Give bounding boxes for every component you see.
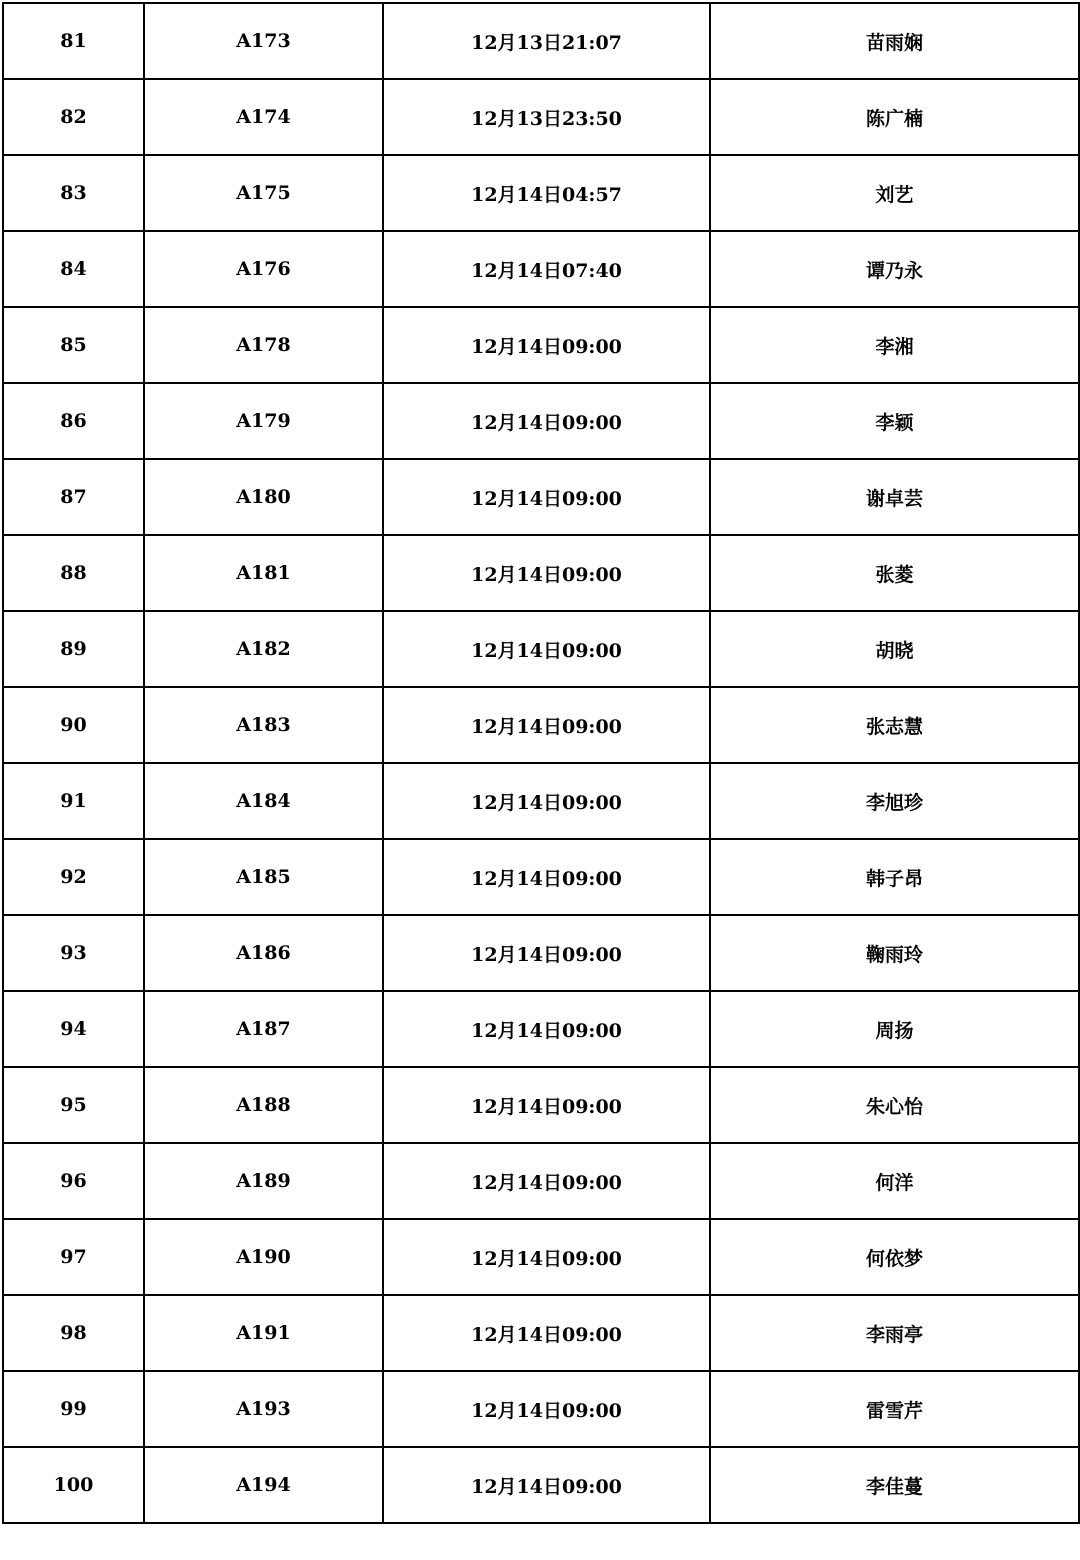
cell-time: 12月14日09:00 bbox=[383, 915, 710, 991]
cell-code: A182 bbox=[144, 611, 383, 687]
cell-number: 93 bbox=[3, 915, 144, 991]
cell-number: 81 bbox=[3, 3, 144, 79]
cell-code: A193 bbox=[144, 1371, 383, 1447]
cell-name: 李湘 bbox=[710, 307, 1079, 383]
cell-name: 雷雪芹 bbox=[710, 1371, 1079, 1447]
cell-code: A173 bbox=[144, 3, 383, 79]
cell-name: 李旭珍 bbox=[710, 763, 1079, 839]
cell-code: A180 bbox=[144, 459, 383, 535]
table-row bbox=[3, 991, 1079, 1067]
cell-number: 98 bbox=[3, 1295, 144, 1371]
table-row bbox=[3, 611, 1079, 687]
cell-time: 12月13日23:50 bbox=[383, 79, 710, 155]
cell-name: 李雨亭 bbox=[710, 1295, 1079, 1371]
cell-time: 12月14日09:00 bbox=[383, 991, 710, 1067]
table-row bbox=[3, 459, 1079, 535]
cell-code: A178 bbox=[144, 307, 383, 383]
cell-name: 谭乃永 bbox=[710, 231, 1079, 307]
cell-code: A187 bbox=[144, 991, 383, 1067]
cell-name: 张志慧 bbox=[710, 687, 1079, 763]
table-row bbox=[3, 1295, 1079, 1371]
cell-time: 12月14日09:00 bbox=[383, 383, 710, 459]
cell-code: A188 bbox=[144, 1067, 383, 1143]
table-row bbox=[3, 155, 1079, 231]
cell-time: 12月14日09:00 bbox=[383, 1447, 710, 1523]
table-row bbox=[3, 535, 1079, 611]
table-row bbox=[3, 1067, 1079, 1143]
cell-code: A183 bbox=[144, 687, 383, 763]
table-row bbox=[3, 1371, 1079, 1447]
cell-name: 李颖 bbox=[710, 383, 1079, 459]
cell-time: 12月14日09:00 bbox=[383, 687, 710, 763]
table-row bbox=[3, 1143, 1079, 1219]
cell-name: 胡晓 bbox=[710, 611, 1079, 687]
cell-number: 88 bbox=[3, 535, 144, 611]
cell-number: 85 bbox=[3, 307, 144, 383]
cell-time: 12月14日07:40 bbox=[383, 231, 710, 307]
table-row bbox=[3, 3, 1079, 79]
cell-code: A194 bbox=[144, 1447, 383, 1523]
cell-name: 何洋 bbox=[710, 1143, 1079, 1219]
cell-time: 12月14日09:00 bbox=[383, 1295, 710, 1371]
cell-time: 12月14日09:00 bbox=[383, 839, 710, 915]
table-row bbox=[3, 763, 1079, 839]
cell-code: A184 bbox=[144, 763, 383, 839]
cell-number: 97 bbox=[3, 1219, 144, 1295]
cell-name: 韩子昂 bbox=[710, 839, 1079, 915]
cell-number: 84 bbox=[3, 231, 144, 307]
cell-code: A189 bbox=[144, 1143, 383, 1219]
cell-time: 12月14日09:00 bbox=[383, 459, 710, 535]
cell-time: 12月14日09:00 bbox=[383, 1067, 710, 1143]
roster-table-body bbox=[3, 3, 1079, 1523]
cell-code: A175 bbox=[144, 155, 383, 231]
cell-name: 陈广楠 bbox=[710, 79, 1079, 155]
cell-time: 12月14日09:00 bbox=[383, 1371, 710, 1447]
cell-time: 12月14日09:00 bbox=[383, 307, 710, 383]
cell-number: 82 bbox=[3, 79, 144, 155]
cell-time: 12月14日09:00 bbox=[383, 763, 710, 839]
table-row bbox=[3, 687, 1079, 763]
roster-table bbox=[2, 2, 1080, 1524]
cell-number: 90 bbox=[3, 687, 144, 763]
cell-code: A190 bbox=[144, 1219, 383, 1295]
table-row bbox=[3, 1447, 1079, 1523]
table-row bbox=[3, 915, 1079, 991]
cell-number: 86 bbox=[3, 383, 144, 459]
cell-name: 李佳蔓 bbox=[710, 1447, 1079, 1523]
cell-name: 周扬 bbox=[710, 991, 1079, 1067]
cell-name: 苗雨娴 bbox=[710, 3, 1079, 79]
cell-time: 12月14日09:00 bbox=[383, 1143, 710, 1219]
cell-time: 12月14日09:00 bbox=[383, 611, 710, 687]
cell-code: A176 bbox=[144, 231, 383, 307]
cell-code: A185 bbox=[144, 839, 383, 915]
cell-time: 12月13日21:07 bbox=[383, 3, 710, 79]
cell-name: 朱心怡 bbox=[710, 1067, 1079, 1143]
cell-number: 99 bbox=[3, 1371, 144, 1447]
table-row bbox=[3, 231, 1079, 307]
cell-number: 89 bbox=[3, 611, 144, 687]
cell-name: 何依梦 bbox=[710, 1219, 1079, 1295]
cell-number: 94 bbox=[3, 991, 144, 1067]
cell-name: 鞠雨玲 bbox=[710, 915, 1079, 991]
cell-number: 100 bbox=[3, 1447, 144, 1523]
cell-number: 91 bbox=[3, 763, 144, 839]
cell-number: 87 bbox=[3, 459, 144, 535]
table-row bbox=[3, 839, 1079, 915]
cell-number: 83 bbox=[3, 155, 144, 231]
table-row bbox=[3, 79, 1079, 155]
cell-name: 刘艺 bbox=[710, 155, 1079, 231]
cell-code: A186 bbox=[144, 915, 383, 991]
cell-name: 谢卓芸 bbox=[710, 459, 1079, 535]
table-row bbox=[3, 307, 1079, 383]
table-row bbox=[3, 383, 1079, 459]
cell-number: 92 bbox=[3, 839, 144, 915]
cell-code: A174 bbox=[144, 79, 383, 155]
cell-code: A191 bbox=[144, 1295, 383, 1371]
cell-number: 95 bbox=[3, 1067, 144, 1143]
cell-code: A181 bbox=[144, 535, 383, 611]
cell-time: 12月14日09:00 bbox=[383, 535, 710, 611]
table-row bbox=[3, 1219, 1079, 1295]
cell-number: 96 bbox=[3, 1143, 144, 1219]
cell-time: 12月14日04:57 bbox=[383, 155, 710, 231]
cell-name: 张菱 bbox=[710, 535, 1079, 611]
cell-code: A179 bbox=[144, 383, 383, 459]
cell-time: 12月14日09:00 bbox=[383, 1219, 710, 1295]
